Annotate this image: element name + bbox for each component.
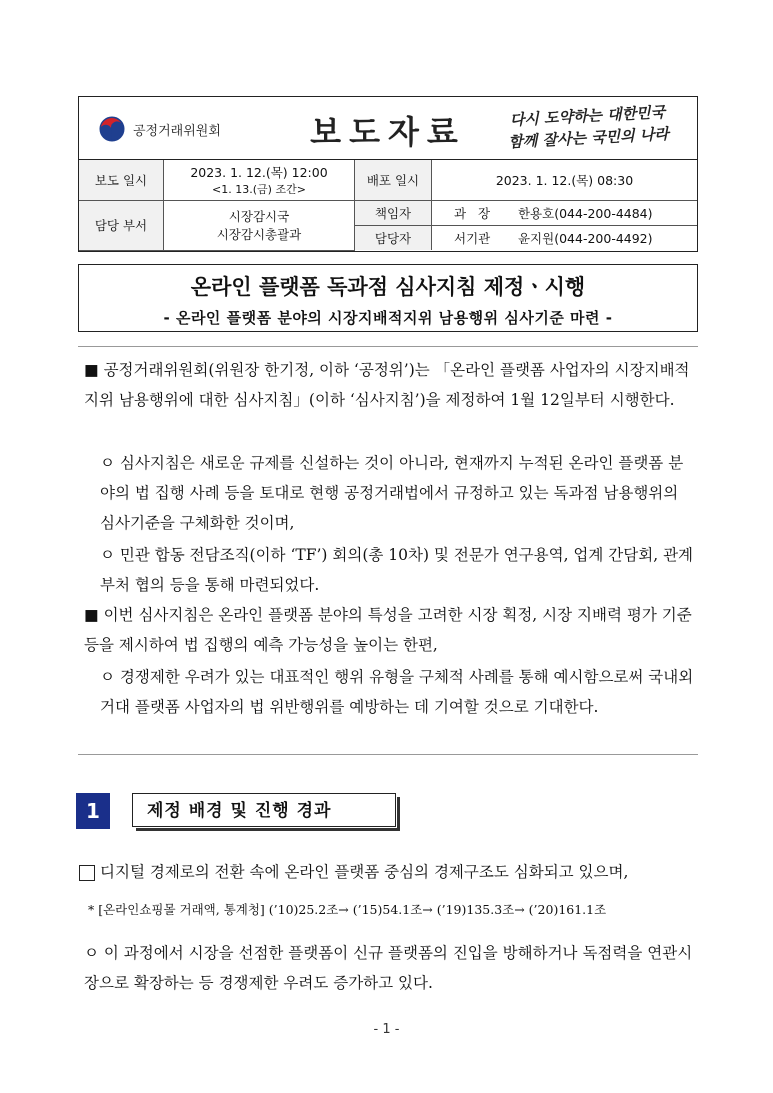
summary-bullet-2: ㅇ 민관 합동 전담조직(이하 ‘TF’) 회의(총 10차) 및 전문가 연구용역, 업계 간담회, 관계부처 협의 등을 통해 마련되었다.: [100, 546, 694, 594]
distribution-value: 2023. 1. 12.(목) 08:30: [432, 160, 698, 201]
headline: 온라인 플랫폼 독과점 심사지침 제정ㆍ시행: [190, 275, 586, 299]
page-number: - 1 -: [373, 1022, 400, 1037]
summary-paragraph-2: ■ 이번 심사지침은 온라인 플랫폼 분야의 특성을 고려한 시장 획정, 시장 지배력 평가 기준 등을 제시하여 법 집행의 예측 가능성을 높이는 한편,: [84, 606, 692, 654]
summary-bullet-1: ㅇ 심사지침은 새로운 규제를 신설하는 것이 아니라, 현재까지 누적된 온라인 플랫폼 분야의 법 집행 사례 등을 토대로 현행 공정거래법에서 규정하고 있는 독과점 남용행위의 심사기준을 구체화한 것이며,: [100, 454, 684, 532]
resp-contact: 한용호(044-200-4484): [517, 206, 653, 221]
slogan-line-2: 함께 잘사는 국민의 나라: [507, 124, 670, 152]
summary-paragraph-1: ■ 공정거래위원회(위원장 한기정, 이하 ‘공정위’)는 「온라인 플랫폼 사업자의 시장지배적지위 남용행위에 대한 심사지침」(이하 ‘심사지침’)을 제정하여 1월 12일부터 시행한다.: [84, 361, 690, 409]
doc-type-title: 보도자료: [310, 113, 466, 151]
staff-label: 담당자: [355, 226, 432, 251]
dept-label: 담당 부서: [79, 201, 164, 251]
section-item-2: ㅇ 이 과정에서 시장을 선점한 플랫폼이 신규 플랫폼의 진입을 방해하거나 독점력을 연관시장으로 확장하는 등 경쟁제한 우려도 증가하고 있다.: [84, 944, 693, 992]
section-item-1: 디지털 경제로의 전환 속에 온라인 플랫폼 중심의 경제구조도 심화되고 있으며,: [100, 863, 629, 881]
dept-cell: [164, 201, 355, 251]
release-info-table: [79, 160, 697, 251]
divider-bottom: [78, 754, 698, 755]
resp-title: 과 장: [454, 206, 491, 221]
section-note: * [온라인쇼핑몰 거래액, 통계청] (’10)25.2조→ (’15)54.1조→ (’19)135.3조→ (’20)161.1조: [88, 902, 607, 917]
dept-line-2: 시장감시총괄과: [216, 227, 302, 243]
resp-label: 책임자: [355, 201, 432, 226]
press-header: [78, 96, 698, 252]
agency-name: 공정거래위원회: [133, 123, 221, 139]
release-note: <1. 13.(금) 조간>: [212, 183, 306, 196]
release-cell: [164, 160, 355, 201]
slogan-line-1: 다시 도약하는 대한민국: [509, 102, 666, 130]
dept-line-1: 시장감시국: [228, 209, 290, 225]
header-banner: [79, 97, 697, 160]
resp-cell: [432, 201, 698, 226]
release-label: 보도 일시: [79, 160, 164, 201]
headline-box: [78, 264, 698, 332]
divider-top: [78, 346, 698, 347]
staff-cell: [432, 226, 698, 251]
subheadline: - 온라인 플랫폼 분야의 시장지배적지위 남용행위 심사기준 마련 -: [163, 309, 613, 327]
section-title: 제정 배경 및 진행 경과: [132, 793, 396, 827]
section-number: 1: [76, 793, 110, 829]
checkbox-bullet-icon: [79, 865, 95, 881]
summary-bullet-3: ㅇ 경쟁제한 우려가 있는 대표적인 행위 유형을 구체적 사례를 통해 예시함으로써 국내외 거대 플랫폼 사업자의 법 위반행위를 예방하는 데 기여할 것으로 기대한다.: [100, 668, 694, 716]
release-value: 2023. 1. 12.(목) 12:00: [190, 165, 328, 180]
staff-contact: 윤지원(044-200-4492): [517, 231, 653, 246]
distribution-label: 배포 일시: [355, 160, 432, 201]
staff-title: 서기관: [454, 231, 491, 246]
